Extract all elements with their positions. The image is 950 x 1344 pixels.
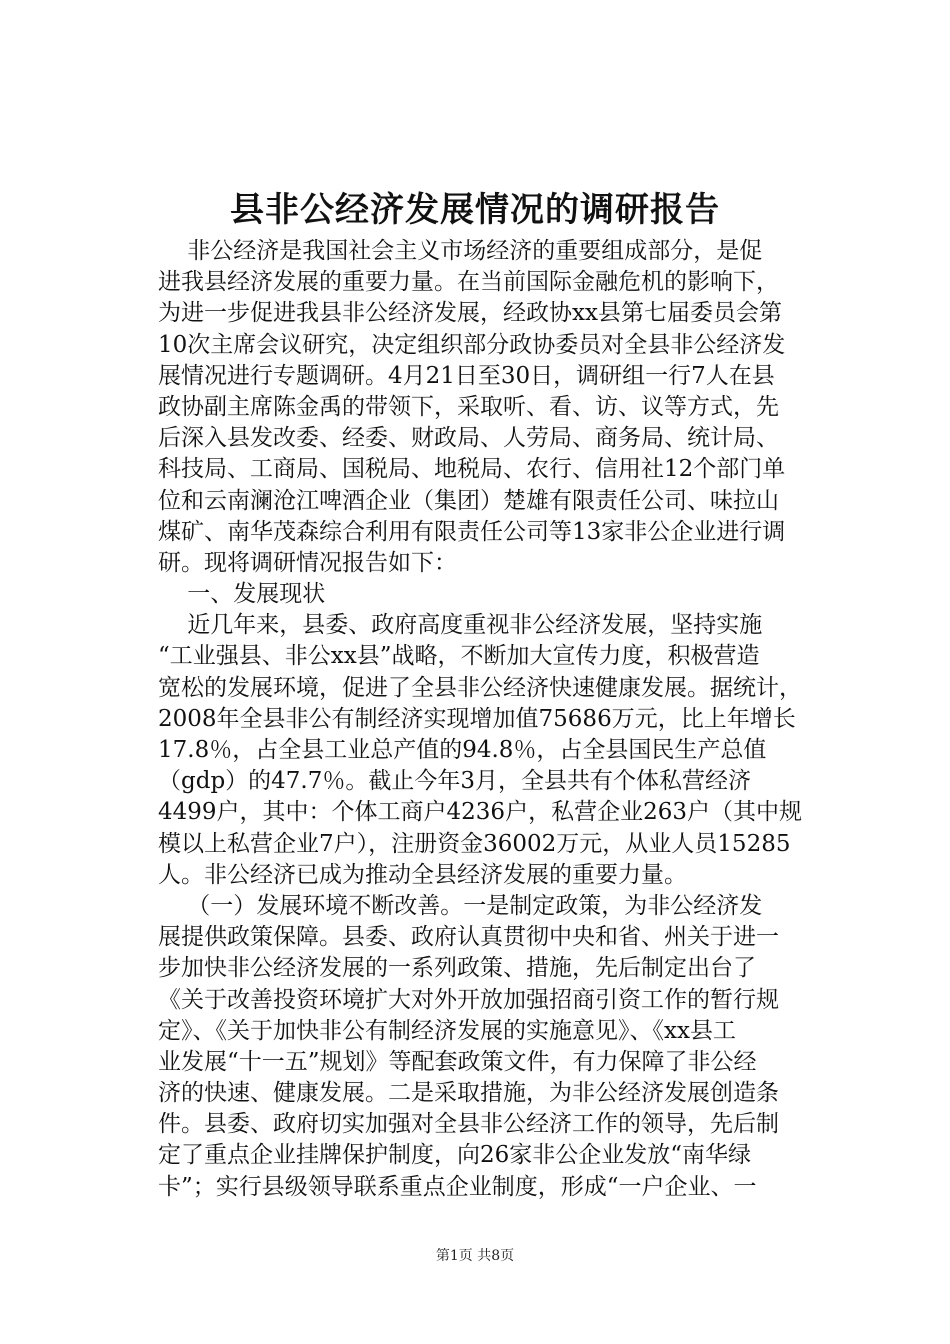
page-footer: 第1页 共8页 [435,1248,515,1264]
body-line: 模以上私营企业7户），注册资金36002万元，从业人员15285 [158,830,791,857]
body-line: 一、发展现状 [158,581,326,608]
body-line: 政协副主席陈金禹的带领下，采取听、看、访、议等方式，先 [158,393,779,420]
body-line: 科技局、工商局、国税局、地税局、农行、信用社12个部门单 [158,456,786,483]
body-line: 进我县经济发展的重要力量。在当前国际金融危机的影响下， [158,269,779,296]
body-line: 近几年来，县委、政府高度重视非公经济发展，坚持实施 [158,612,763,639]
body-line: 为进一步促进我县非公经济发展，经政协xx县第七届委员会第 [158,300,782,327]
body-line: 《关于改善投资环境扩大对外开放加强招商引资工作的暂行规 [158,986,779,1013]
body-line: 研。现将调研情况报告如下： [158,549,457,576]
body-line: 件。县委、政府切实加强对全县非公经济工作的领导，先后制 [158,1111,779,1138]
document-body [158,236,852,1203]
body-line: 10次主席会议研究，决定组织部分政协委员对全县非公经济发 [158,331,786,358]
document-title: 县非公经济发展情况的调研报告 [230,190,720,230]
body-line: 煤矿、南华茂森综合利用有限责任公司等13家非公企业进行调 [158,518,786,545]
body-line: 宽松的发展环境，促进了全县非公经济快速健康发展。据统计， [158,674,802,701]
body-line: 人。非公经济已成为推动全县经济发展的重要力量。 [158,861,687,888]
body-line: 济的快速、健康发展。二是采取措施，为非公经济发展创造条 [158,1080,779,1107]
body-line: 定了重点企业挂牌保护制度，向26家非公企业发放“南华绿 [158,1142,752,1169]
body-line: 位和云南澜沧江啤酒企业（集团）楚雄有限责任公司、味拉山 [158,487,779,514]
body-line: 4499户，其中：个体工商户4236户，私营企业263户（其中规 [158,799,802,826]
body-line: 2008年全县非公有制经济实现增加值75686万元，比上年增长 [158,705,796,732]
body-line: （一）发展环境不断改善。一是制定政策，为非公经济发 [158,892,763,919]
body-line: 定》、《关于加快非公有制经济发展的实施意见》、《xx县工 [158,1017,736,1044]
body-line: 后深入县发改委、经委、财政局、人劳局、商务局、统计局、 [158,425,779,452]
body-line: 非公经济是我国社会主义市场经济的重要组成部分，是促 [158,238,763,264]
body-line: “工业强县、非公xx县”战略，不断加大宣传力度，积极营造 [158,643,760,670]
body-line: 卡”；实行县级领导联系重点企业制度，形成“一户企业、一 [158,1173,757,1200]
body-line: 业发展“十一五”规划》等配套政策文件，有力保障了非公经 [158,1048,757,1075]
body-line: 17.8％，占全县工业总产值的94.8％，占全县国民生产总值 [158,737,767,763]
body-line: 展提供政策保障。县委、政府认真贯彻中央和省、州关于进一 [158,924,779,951]
body-line: 展情况进行专题调研。4月21日至30日，调研组一行7人在县 [158,362,775,389]
body-line: （gdp）的47.7％。截止今年3月，全县共有个体私营经济 [158,768,752,795]
body-line: 步加快非公经济发展的一系列政策、措施，先后制定出台了 [158,955,756,982]
